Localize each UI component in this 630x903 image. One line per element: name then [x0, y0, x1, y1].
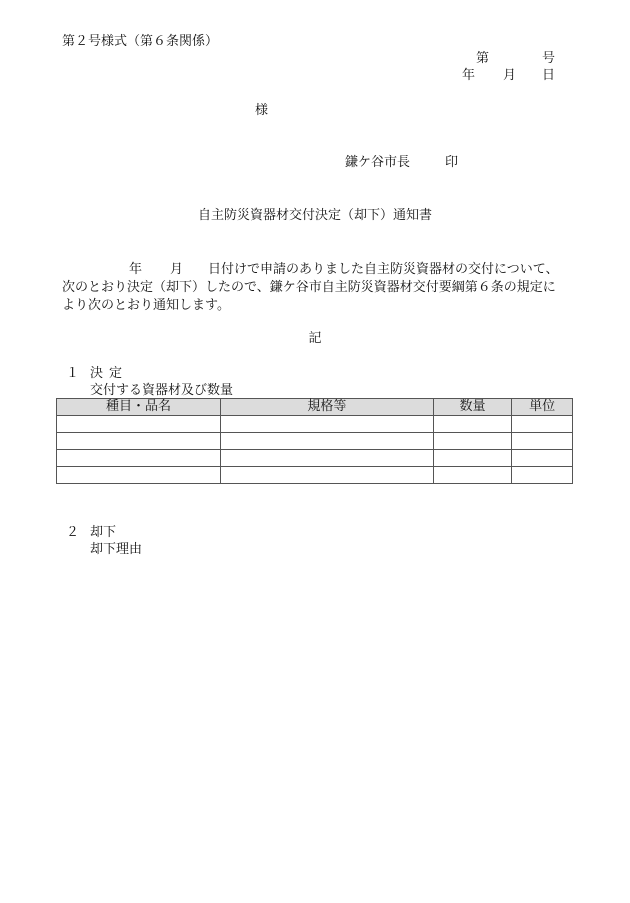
table-cell — [512, 433, 573, 450]
table-cell — [221, 467, 434, 484]
table-cell — [57, 433, 221, 450]
document-number-prefix: 第 — [476, 51, 490, 66]
section1-title: 決定 — [90, 366, 129, 381]
equipment-table — [56, 398, 573, 484]
table-row — [57, 467, 573, 484]
table-cell — [221, 416, 434, 433]
table-cell — [512, 467, 573, 484]
column-header-item-name: 種目・品名 — [57, 399, 221, 416]
addressee-honorific: 様 — [255, 103, 269, 118]
section2-title: 却下 — [90, 525, 117, 540]
table-cell — [433, 433, 512, 450]
body-line2: 次のとおり決定（却下）したので、鎌ケ谷市自主防災資器材交付要綱第６条の規定に — [62, 280, 556, 295]
table-cell — [57, 450, 221, 467]
column-header-specification: 規格等 — [221, 399, 434, 416]
table-cell — [433, 450, 512, 467]
body-line1-year: 年 — [129, 262, 143, 277]
body-line1-month: 月 — [170, 262, 184, 277]
table-cell — [57, 467, 221, 484]
date-month-label: 月 — [503, 68, 517, 83]
seal-mark: 印 — [445, 155, 459, 170]
column-header-unit: 単位 — [512, 399, 573, 416]
date-year-label: 年 — [462, 68, 476, 83]
date-day-label: 日 — [542, 68, 556, 83]
table-row — [57, 433, 573, 450]
table-cell — [512, 450, 573, 467]
document-number-suffix: 号 — [542, 51, 556, 66]
ki-note-marker: 記 — [308, 331, 322, 346]
issuer-name: 鎌ケ谷市長 — [345, 155, 411, 170]
table-cell — [433, 467, 512, 484]
section1-subtitle: 交付する資器材及び数量 — [90, 383, 234, 398]
body-line1-text: 日付けで申請のありました自主防災資器材の交付について、 — [208, 262, 559, 277]
table-row — [57, 450, 573, 467]
table-cell — [512, 416, 573, 433]
column-header-quantity: 数量 — [433, 399, 512, 416]
section2-subtitle: 却下理由 — [90, 542, 143, 557]
table-cell — [221, 433, 434, 450]
table-row — [57, 416, 573, 433]
table-cell — [433, 416, 512, 433]
section1-number: １ — [66, 366, 80, 381]
form-label: 第２号様式（第６条関係） — [62, 34, 219, 49]
body-line3: より次のとおり通知します。 — [62, 298, 230, 313]
section2-number: ２ — [66, 525, 80, 540]
document-title: 自主防災資器材交付決定（却下）通知書 — [197, 208, 432, 223]
table-cell — [57, 416, 221, 433]
table-header-row — [57, 399, 573, 416]
table-cell — [221, 450, 434, 467]
